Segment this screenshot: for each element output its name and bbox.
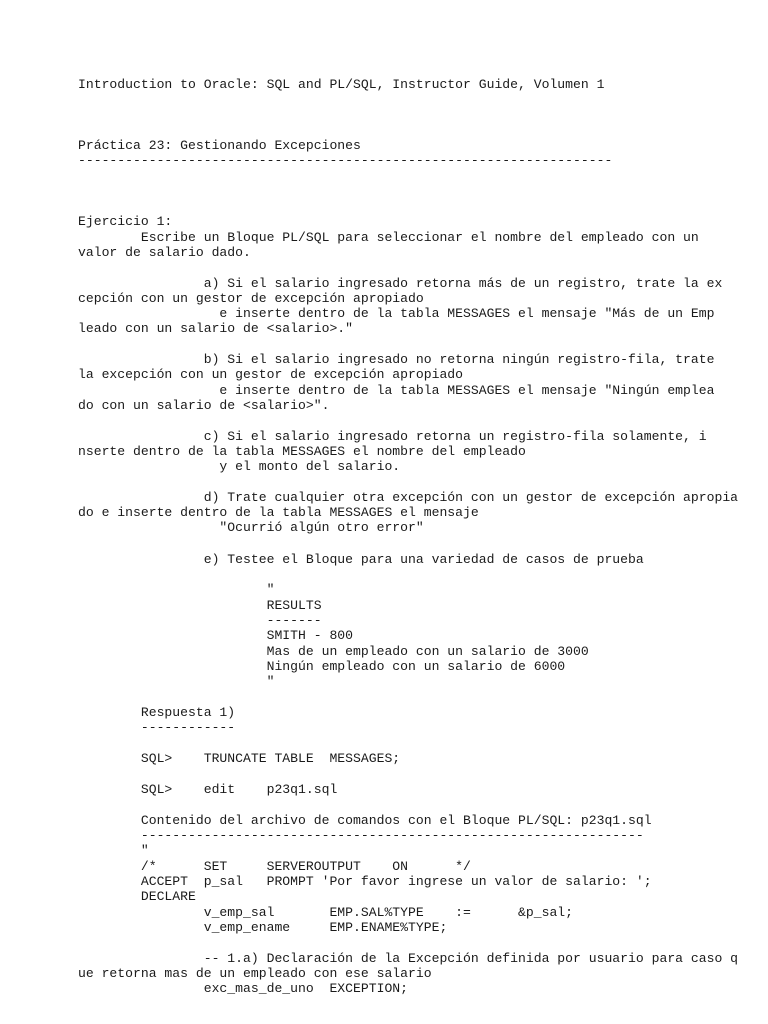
exercise-text-line: valor de salario dado. <box>78 245 251 260</box>
document-header: Introduction to Oracle: SQL and PL/SQL, Instructor Guide, Volumen 1 <box>78 77 605 92</box>
results-row: SMITH - 800 <box>78 628 354 643</box>
code-line: " <box>78 843 149 858</box>
code-line: -- 1.a) Declaración de la Excepción definida por usuario para caso q <box>78 951 739 966</box>
practice-title: Práctica 23: Gestionando Excepciones <box>78 138 361 153</box>
exercise-text-line: Escribe un Bloque PL/SQL para seleccionar el nombre del empleado con un <box>78 230 699 245</box>
code-line: ACCEPT p_sal PROMPT 'Por favor ingrese un valor de salario: '; <box>78 874 652 889</box>
script-content-underline: ---------------------------------------------------------------- <box>78 828 644 843</box>
item-b-line: la excepción con un gestor de excepción apropiado <box>78 367 464 382</box>
item-b-line: e inserte dentro de la tabla MESSAGES el mensaje "Ningún emplea <box>78 383 715 398</box>
item-c-line: y el monto del salario. <box>78 459 401 474</box>
item-a-line: a) Si el salario ingresado retorna más de un registro, trate la ex <box>78 276 723 291</box>
sql-command-edit: SQL> edit p23q1.sql <box>78 782 338 797</box>
item-b-line: do con un salario de <salario>". <box>78 398 330 413</box>
results-quote: " <box>78 582 275 597</box>
answer-heading: Respuesta 1) <box>78 705 236 720</box>
sql-command-truncate: SQL> TRUNCATE TABLE MESSAGES; <box>78 751 401 766</box>
answer-underline: ------------ <box>78 720 236 735</box>
code-line: DECLARE <box>78 889 196 904</box>
code-line: v_emp_sal EMP.SAL%TYPE := &p_sal; <box>78 905 574 920</box>
exercise-heading: Ejercicio 1: <box>78 214 173 229</box>
item-d-line: d) Trate cualquier otra excepción con un gestor de excepción apropia <box>78 490 739 505</box>
item-d-line: do e inserte dentro de la tabla MESSAGES el mensaje <box>78 505 479 520</box>
item-c-line: nserte dentro de la tabla MESSAGES el nombre del empleado <box>78 444 526 459</box>
code-line: exc_mas_de_uno EXCEPTION; <box>78 981 409 996</box>
code-line: ue retorna mas de un empleado con ese salario <box>78 966 432 981</box>
code-line: /* SET SERVEROUTPUT ON */ <box>78 859 471 874</box>
item-a-line: leado con un salario de <salario>." <box>78 321 354 336</box>
item-b-line: b) Si el salario ingresado no retorna ningún registro-fila, trate <box>78 352 715 367</box>
results-underline: ------- <box>78 613 322 628</box>
results-row: Ningún empleado con un salario de 6000 <box>78 659 566 674</box>
script-content-heading: Contenido del archivo de comandos con el Bloque PL/SQL: p23q1.sql <box>78 813 652 828</box>
results-row: Mas de un empleado con un salario de 3000 <box>78 644 589 659</box>
item-a-line: cepción con un gestor de excepción apropiado <box>78 291 424 306</box>
title-underline: -------------------------------------------------------------------- <box>78 153 613 168</box>
results-quote: " <box>78 674 275 689</box>
code-line: v_emp_ename EMP.ENAME%TYPE; <box>78 920 448 935</box>
item-e-line: e) Testee el Bloque para una variedad de casos de prueba <box>78 552 644 567</box>
item-a-line: e inserte dentro de la tabla MESSAGES el mensaje "Más de un Emp <box>78 306 715 321</box>
item-d-line: "Ocurrió algún otro error" <box>78 520 424 535</box>
results-heading: RESULTS <box>78 598 322 613</box>
item-c-line: c) Si el salario ingresado retorna un registro-fila solamente, i <box>78 429 707 444</box>
